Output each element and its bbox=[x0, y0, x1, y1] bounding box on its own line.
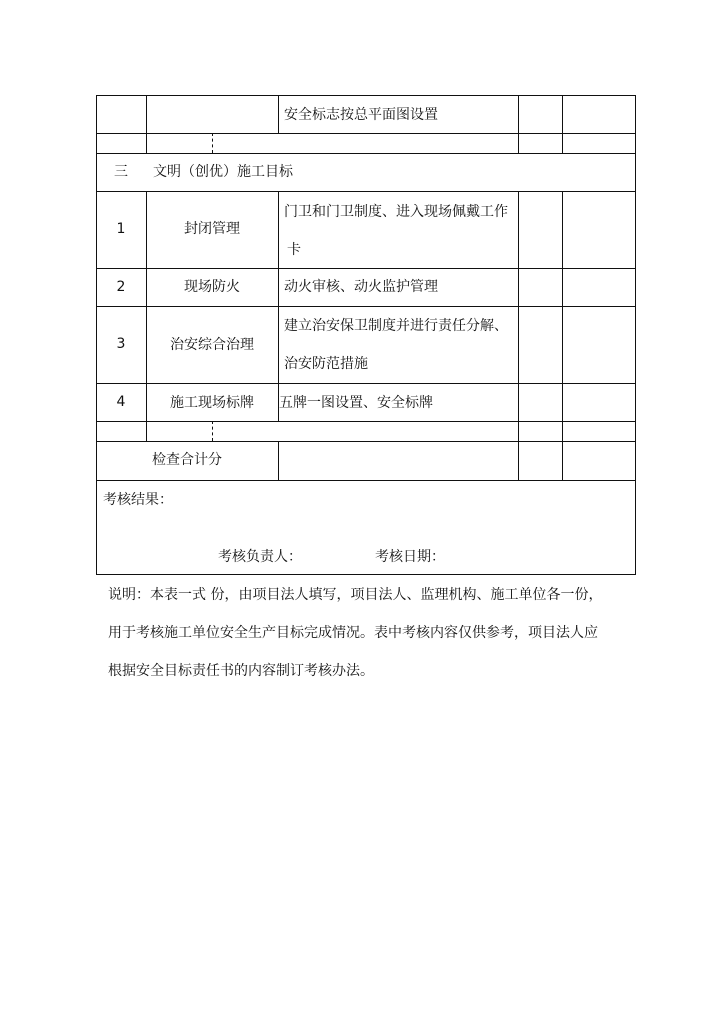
table-line bbox=[278, 191, 279, 421]
content-cell: 安全标志按总平面图设置 bbox=[284, 107, 438, 123]
row-item: 治安综合治理 bbox=[170, 337, 254, 353]
table-line bbox=[278, 95, 279, 133]
date-label: 考核日期： bbox=[375, 549, 445, 565]
row-number: 1 bbox=[116, 221, 126, 237]
row-content: 门卫和门卫制度、进入现场佩戴工作 bbox=[284, 204, 508, 220]
table-line bbox=[96, 574, 636, 575]
table-line bbox=[96, 480, 636, 481]
row-content: 治安防范措施 bbox=[284, 356, 368, 372]
row-number: 3 bbox=[116, 336, 126, 352]
table-line bbox=[562, 95, 563, 153]
note-line: 根据安全目标责任书的内容制订考核办法。 bbox=[108, 663, 374, 679]
row-content: 动火审核、动火监护管理 bbox=[284, 279, 438, 295]
table-line bbox=[96, 421, 636, 422]
row-content: 五牌一图设置、安全标牌 bbox=[279, 395, 433, 411]
table-line bbox=[96, 383, 636, 384]
row-number: 4 bbox=[116, 394, 126, 410]
table-line bbox=[96, 133, 636, 134]
table-line bbox=[635, 95, 636, 575]
table-line bbox=[96, 306, 636, 307]
result-label: 考核结果： bbox=[103, 492, 173, 508]
section-number: 三 bbox=[114, 164, 128, 180]
row-item: 现场防火 bbox=[184, 279, 240, 295]
table-line bbox=[96, 191, 636, 192]
note-line: 用于考核施工单位安全生产目标完成情况。表中考核内容仅供参考，项目法人应 bbox=[108, 625, 598, 641]
section-title: 文明（创优）施工目标 bbox=[153, 164, 293, 180]
table-line bbox=[518, 95, 519, 153]
row-item: 施工现场标牌 bbox=[170, 395, 254, 411]
total-label: 检查合计分 bbox=[152, 452, 222, 468]
row-item: 封闭管理 bbox=[184, 221, 240, 237]
table-line bbox=[562, 191, 563, 480]
table-line bbox=[96, 153, 636, 154]
row-content: 卡 bbox=[287, 242, 301, 258]
table-line bbox=[146, 95, 147, 153]
table-line bbox=[518, 191, 519, 480]
row-number: 2 bbox=[116, 279, 126, 295]
note-line: 说明：本表一式 份，由项目法人填写，项目法人、监理机构、施工单位各一份， bbox=[108, 587, 603, 603]
table-dash-line bbox=[212, 421, 213, 441]
row-content: 建立治安保卫制度并进行责任分解、 bbox=[284, 318, 508, 334]
table-line bbox=[96, 268, 636, 269]
table-line bbox=[96, 95, 636, 96]
table-dash-line bbox=[212, 133, 213, 153]
table-line bbox=[96, 441, 636, 442]
assessor-label: 考核负责人： bbox=[218, 549, 302, 565]
table-line bbox=[278, 441, 279, 480]
